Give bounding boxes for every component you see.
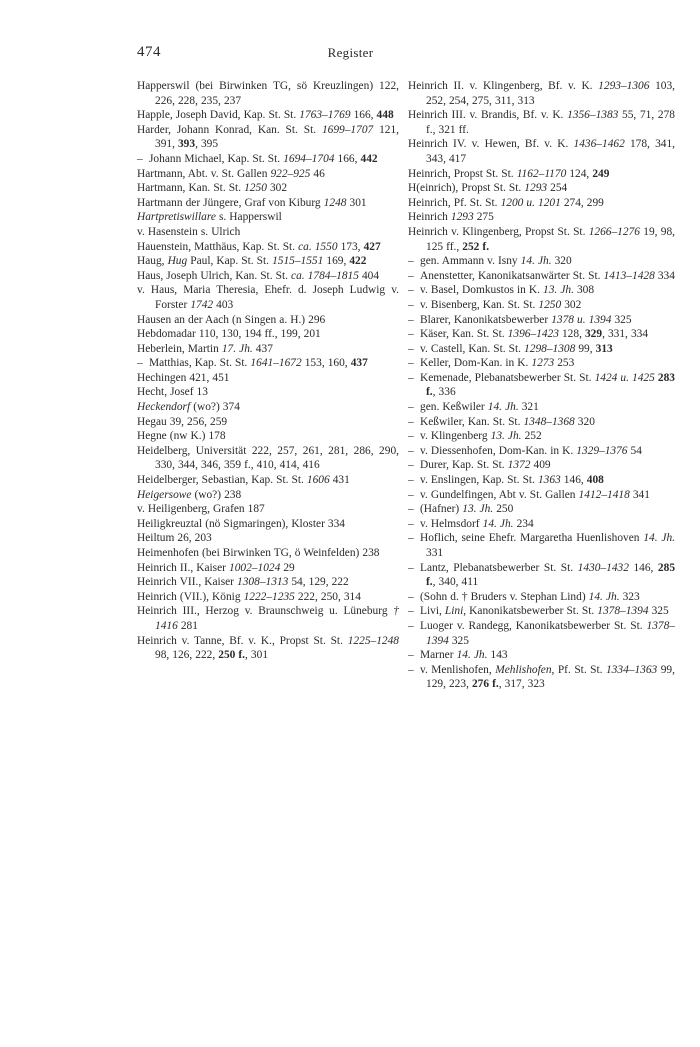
- index-entry: [137, 604, 399, 633]
- entry-text: Heinrich 1293 275: [408, 211, 494, 224]
- index-entry: [408, 225, 675, 254]
- index-entry: [137, 502, 399, 517]
- index-entry: [137, 196, 399, 211]
- index-entry: [137, 123, 399, 152]
- index-entry: [137, 400, 399, 415]
- index-entry: [137, 356, 399, 371]
- index-entry: [137, 313, 399, 328]
- index-entry: [408, 108, 675, 137]
- entry-text: v. Helmsdorf 14. Jh. 234: [420, 517, 534, 530]
- entry-text: Hecht, Josef 13: [137, 386, 208, 399]
- index-entry: [137, 240, 399, 255]
- index-entry: [137, 225, 399, 240]
- entry-dash: –: [408, 503, 414, 516]
- entry-text: v. Klingenberg 13. Jh. 252: [420, 430, 542, 443]
- entry-text: v. Gundelfingen, Abt v. St. Gallen 1412–1418 341: [420, 488, 650, 501]
- entry-text: gen. Ammann v. Isny 14. Jh. 320: [420, 255, 572, 268]
- index-entry: [408, 283, 675, 298]
- entry-text: Happerswil (bei Birwinken TG, sö Kreuzlingen) 122, 226, 228, 235, 237: [137, 80, 399, 107]
- index-entry: [137, 108, 399, 123]
- entry-dash: –: [408, 371, 414, 384]
- entry-text: Haus, Joseph Ulrich, Kan. St. St. ca. 1784–1815 404: [137, 269, 380, 282]
- index-entry: [137, 473, 399, 488]
- entry-text: v. Enslingen, Kap. St. St. 1363 146, 408: [420, 474, 604, 487]
- entry-text: Heinrich v. Klingenberg, Propst St. St. 1266–1276 19, 98, 125 ff., 252 f.: [408, 225, 675, 253]
- index-entry: [408, 79, 675, 108]
- entry-dash: –: [408, 328, 414, 341]
- entry-text: Blarer, Kanonikatsbewerber 1378 u. 1394 325: [420, 313, 632, 326]
- entry-text: v. Bisenberg, Kan. St. St. 1250 302: [420, 298, 582, 311]
- entry-text: Heiltum 26, 203: [137, 532, 212, 545]
- entry-dash: –: [408, 298, 414, 311]
- index-entry: [408, 356, 675, 371]
- entry-dash: –: [408, 444, 414, 457]
- index-entry: [137, 210, 399, 225]
- index-entry: [137, 561, 399, 576]
- entry-text: Anenstetter, Kanonikatsanwärter St. St. 1413–1428 334: [420, 269, 675, 282]
- index-entry: [408, 604, 675, 619]
- entry-text: Hoflich, seine Ehefr. Margaretha Huenlishoven 14. Jh. 331: [420, 532, 676, 559]
- entry-dash: –: [408, 561, 414, 574]
- entry-dash: –: [408, 313, 414, 326]
- index-entry: [408, 473, 675, 488]
- entry-dash: –: [408, 619, 414, 632]
- entry-text: Heinrich III. v. Brandis, Bf. v. K. 1356–1383 55, 71, 278 f., 321 ff.: [408, 109, 675, 136]
- entry-dash: –: [408, 269, 414, 282]
- entry-text: Hartmann, Kan. St. St. 1250 302: [137, 182, 288, 195]
- entry-text: Heinrich II. v. Klingenberg, Bf. v. K. 1293–1306 103, 252, 254, 275, 311, 313: [408, 80, 675, 107]
- index-entry: [408, 429, 675, 444]
- index-entry: [137, 167, 399, 182]
- entry-text: Hebdomadar 110, 130, 194 ff., 199, 201: [137, 328, 321, 341]
- entry-dash: –: [408, 488, 414, 501]
- entry-text: Hausen an der Aach (n Singen a. H.) 296: [137, 313, 326, 326]
- entry-text: Hegne (nw K.) 178: [137, 430, 226, 443]
- entry-dash: –: [408, 430, 414, 443]
- entry-text: (Sohn d. † Bruders v. Stephan Lind) 14. Jh. 323: [420, 590, 640, 603]
- index-entry: [137, 444, 399, 473]
- entry-text: Hegau 39, 256, 259: [137, 415, 228, 428]
- entry-text: Heidelberger, Sebastian, Kap. St. St. 1606 431: [137, 474, 350, 487]
- index-entry: [137, 327, 399, 342]
- index-entry: [408, 298, 675, 313]
- entry-text: Heinrich III., Herzog v. Braunschweig u. Lüneburg † 1416 281: [137, 605, 399, 632]
- index-entry: [408, 196, 675, 211]
- entry-text: Livi, Lini, Kanonikatsbewerber St. St. 1378–1394 325: [420, 605, 669, 618]
- index-entry: [137, 342, 399, 357]
- entry-dash: –: [137, 152, 143, 165]
- entry-text: Happle, Joseph David, Kap. St. St. 1763–1769 166, 448: [137, 109, 394, 122]
- page-number: 474: [137, 44, 161, 60]
- entry-text: Heberlein, Martin 17. Jh. 437: [137, 342, 273, 355]
- index-entry: [137, 531, 399, 546]
- entry-dash: –: [408, 342, 414, 355]
- entry-dash: –: [408, 474, 414, 487]
- entry-text: Keßwiler, Kan. St. St. 1348–1368 320: [420, 415, 595, 428]
- index-entry: [137, 371, 399, 386]
- index-entry: [408, 488, 675, 503]
- entry-dash: –: [408, 517, 414, 530]
- entry-text: Hauenstein, Matthäus, Kap. St. St. ca. 1550 173, 427: [137, 240, 381, 253]
- entry-dash: –: [408, 649, 414, 662]
- index-entry: [408, 531, 675, 560]
- entry-text: v. Castell, Kan. St. St. 1298–1308 99, 313: [420, 342, 613, 355]
- entry-text: Hartmann der Jüngere, Graf von Kiburg 1248 301: [137, 196, 367, 209]
- index-entry: [408, 400, 675, 415]
- index-entry: [408, 342, 675, 357]
- entry-text: Lantz, Plebanatsbewerber St. St. 1430–1432 146, 285 f., 340, 411: [420, 561, 676, 589]
- index-entry: [137, 517, 399, 532]
- index-entry: [408, 663, 675, 692]
- entry-text: v. Basel, Domkustos in K. 13. Jh. 308: [420, 284, 595, 297]
- index-column-right: [408, 79, 675, 692]
- index-entry: [408, 517, 675, 532]
- entry-dash: –: [408, 590, 414, 603]
- entry-dash: –: [408, 605, 414, 618]
- index-entry: [408, 327, 675, 342]
- entry-text: Käser, Kan. St. St. 1396–1423 128, 329, 331, 334: [420, 328, 649, 341]
- index-entry: [137, 79, 399, 108]
- entry-text: Heigersowe (wo?) 238: [137, 488, 242, 501]
- entry-text: Hartmann, Abt. v. St. Gallen 922–925 46: [137, 167, 325, 180]
- entry-dash: –: [408, 284, 414, 297]
- entry-text: Heinrich v. Tanne, Bf. v. K., Propst St. St. 1225–1248 98, 126, 222, 250 f., 301: [137, 634, 399, 662]
- index-entry: [408, 137, 675, 166]
- entry-text: Heidelberg, Universität 222, 257, 261, 281, 286, 290, 330, 344, 346, 359 f., 410, 414, 416: [137, 444, 399, 472]
- index-entry: [408, 590, 675, 605]
- entry-text: gen. Keßwiler 14. Jh. 321: [420, 401, 539, 414]
- index-entry: [137, 634, 399, 663]
- index-entry: [137, 546, 399, 561]
- index-entry: [137, 488, 399, 503]
- index-entry: [137, 415, 399, 430]
- index-entry: [408, 210, 675, 225]
- entry-text: Hartpretiswillare s. Happerswil: [137, 211, 282, 224]
- running-head: Register: [327, 45, 374, 60]
- entry-text: Matthias, Kap. St. St. 1641–1672 153, 160, 437: [149, 357, 368, 370]
- index-entry: [137, 181, 399, 196]
- entry-dash: –: [408, 415, 414, 428]
- index-entry: [408, 444, 675, 459]
- entry-dash: –: [408, 401, 414, 414]
- entry-text: Heimenhofen (bei Birwinken TG, ö Weinfelden) 238: [137, 547, 380, 559]
- entry-text: Heinrich (VII.), König 1222–1235 222, 250, 314: [137, 590, 361, 603]
- index-column-left: [137, 79, 399, 663]
- index-entry: [137, 429, 399, 444]
- index-entry: [408, 502, 675, 517]
- index-entry: [137, 385, 399, 400]
- entry-text: Heckendorf (wo?) 374: [137, 401, 240, 414]
- index-entry: [408, 269, 675, 284]
- entry-text: H(einrich), Propst St. St. 1293 254: [408, 182, 568, 195]
- index-entry: [137, 575, 399, 590]
- entry-text: (Hafner) 13. Jh. 250: [420, 503, 514, 516]
- page-header: [137, 44, 564, 64]
- entry-text: Johann Michael, Kap. St. St. 1694–1704 166, 442: [149, 152, 378, 165]
- entry-text: Heinrich, Propst St. St. 1162–1170 124, 249: [408, 167, 610, 180]
- entry-text: Kemenade, Plebanatsbewerber St. St. 1424 u. 1425 283 f., 336: [420, 371, 675, 399]
- index-entry: [408, 371, 675, 400]
- entry-text: Harder, Johann Konrad, Kan. St. St. 1699–1707 121, 391, 393, 395: [137, 123, 400, 151]
- index-entry: [137, 254, 399, 269]
- index-entry: [408, 181, 675, 196]
- index-entry: [137, 590, 399, 605]
- index-entry: [408, 648, 675, 663]
- entry-text: Heinrich II., Kaiser 1002–1024 29: [137, 561, 295, 574]
- entry-text: Keller, Dom-Kan. in K. 1273 253: [420, 357, 575, 370]
- entry-text: Hechingen 421, 451: [137, 371, 230, 384]
- entry-text: v. Diessenhofen, Dom-Kan. in K. 1329–1376 54: [420, 444, 642, 457]
- entry-dash: –: [408, 357, 414, 370]
- entry-dash: –: [408, 532, 414, 545]
- entry-dash: –: [408, 255, 414, 268]
- entry-text: Heinrich VII., Kaiser 1308–1313 54, 129, 222: [137, 576, 349, 589]
- index-entry: [408, 167, 675, 182]
- entry-text: v. Menlishofen, Mehlishofen, Pf. St. St. 1334–1363 99, 129, 223, 276 f., 317, 323: [420, 663, 675, 691]
- entry-text: Durer, Kap. St. St. 1372 409: [420, 459, 551, 472]
- entry-text: Heinrich IV. v. Hewen, Bf. v. K. 1436–1462 178, 341, 343, 417: [408, 138, 676, 165]
- entry-text: Luoger v. Randegg, Kanonikatsbewerber St. St. 1378–1394 325: [420, 619, 675, 647]
- index-entry: [137, 269, 399, 284]
- index-entry: [137, 283, 399, 312]
- entry-text: v. Haus, Maria Theresia, Ehefr. d. Joseph Ludwig v. Forster 1742 403: [137, 284, 399, 311]
- entry-text: Heinrich, Pf. St. St. 1200 u. 1201 274, 299: [408, 196, 604, 209]
- entry-text: Haug, Hug Paul, Kap. St. St. 1515–1551 169, 422: [137, 255, 367, 268]
- entry-text: Heiligkreuztal (nö Sigmaringen), Kloster 334: [137, 517, 345, 530]
- index-entry: [408, 313, 675, 328]
- index-entry: [408, 619, 675, 648]
- entry-text: v. Heiligenberg, Grafen 187: [137, 503, 265, 516]
- index-entry: [408, 254, 675, 269]
- index-entry: [408, 458, 675, 473]
- index-entry: [137, 152, 399, 167]
- index-entry: [408, 415, 675, 430]
- entry-text: Marner 14. Jh. 143: [420, 649, 508, 662]
- entry-dash: –: [137, 357, 143, 370]
- index-entry: [408, 561, 675, 590]
- entry-dash: –: [408, 459, 414, 472]
- entry-dash: –: [408, 663, 414, 676]
- entry-text: v. Hasenstein s. Ulrich: [137, 225, 241, 238]
